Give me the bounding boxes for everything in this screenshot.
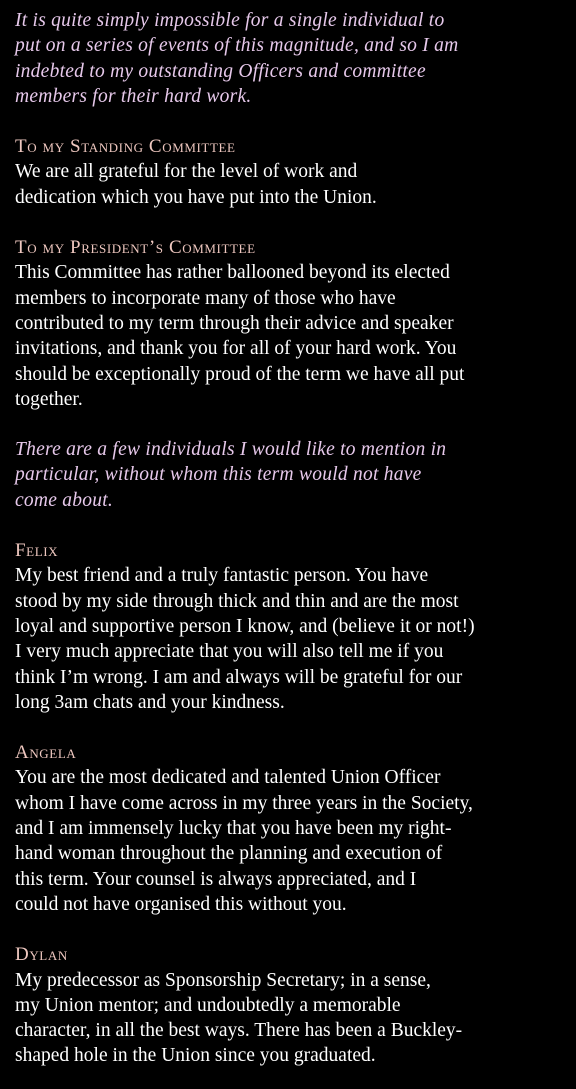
text-line: should be exceptionally proud of the term we have all put xyxy=(15,363,465,385)
text-line: stood by my side through thick and thin and are the most xyxy=(15,590,459,612)
text-line: could not have organised this without you. xyxy=(15,893,347,915)
text-line: My predecessor as Sponsorship Secretary; in a sense, xyxy=(15,969,431,991)
dylan-heading: Dylan xyxy=(15,944,68,966)
mention-line: There are a few individuals I would like to mention in xyxy=(15,439,447,461)
intro-paragraph xyxy=(15,0,573,109)
text-line: together. xyxy=(15,388,83,410)
text-line: this term. Your counsel is always appreciated, and I xyxy=(15,868,417,890)
intro-line: put on a series of events of this magnitude, and so I am xyxy=(15,35,459,57)
text-line: contributed to my term through their advice and speaker xyxy=(15,312,454,334)
text-line: members to incorporate many of those who have xyxy=(15,287,396,309)
text-line: and I am immensely lucky that you have been my right- xyxy=(15,818,452,840)
standing-committee-heading: To my Standing Committee xyxy=(15,136,236,158)
text-line: my Union mentor; and undoubtedly a memorable xyxy=(15,994,401,1016)
dylan-text xyxy=(15,968,573,1069)
mention-line: come about. xyxy=(15,489,114,511)
presidents-committee-text xyxy=(15,260,573,412)
angela-text xyxy=(15,765,573,917)
dylan-section xyxy=(15,942,573,1068)
text-line: character, in all the best ways. There has been a Buckley- xyxy=(15,1020,463,1042)
intro-line: It is quite simply impossible for a single individual to xyxy=(15,10,445,31)
text-line: I very much appreciate that you will also tell me if you xyxy=(15,641,444,663)
text-line: hand woman throughout the planning and execution of xyxy=(15,843,443,865)
standing-committee-section xyxy=(15,134,573,210)
felix-text xyxy=(15,563,573,715)
presidents-committee-heading: To my President’s Committee xyxy=(15,237,256,259)
felix-heading: Felix xyxy=(15,540,59,562)
intro-line: indebted to my outstanding Officers and committee xyxy=(15,60,426,82)
text-line: whom I have come across in my three years in the Society, xyxy=(15,792,473,814)
text-line: We are all grateful for the level of work and xyxy=(15,161,358,183)
text-line: loyal and supportive person I know, and (believe it or not!) xyxy=(15,615,475,637)
standing-committee-text xyxy=(15,159,573,210)
text-line: dedication which you have put into the Union. xyxy=(15,186,377,208)
text-line: think I’m wrong. I am and always will be grateful for our xyxy=(15,666,463,688)
angela-heading: Angela xyxy=(15,742,77,764)
acknowledgements-page xyxy=(15,0,573,1069)
angela-section xyxy=(15,740,573,917)
text-line: shaped hole in the Union since you graduated. xyxy=(15,1045,376,1067)
mention-line: particular, without whom this term would not have xyxy=(15,464,422,486)
text-line: long 3am chats and your kindness. xyxy=(15,691,285,713)
text-line: My best friend and a truly fantastic person. You have xyxy=(15,565,429,587)
intro-line: members for their hard work. xyxy=(15,85,252,107)
text-line: You are the most dedicated and talented Union Officer xyxy=(15,767,441,789)
mention-paragraph xyxy=(15,437,573,513)
felix-section xyxy=(15,538,573,715)
text-line: This Committee has rather ballooned beyond its elected xyxy=(15,262,450,284)
presidents-committee-section xyxy=(15,235,573,412)
text-line: invitations, and thank you for all of your hard work. You xyxy=(15,338,457,360)
